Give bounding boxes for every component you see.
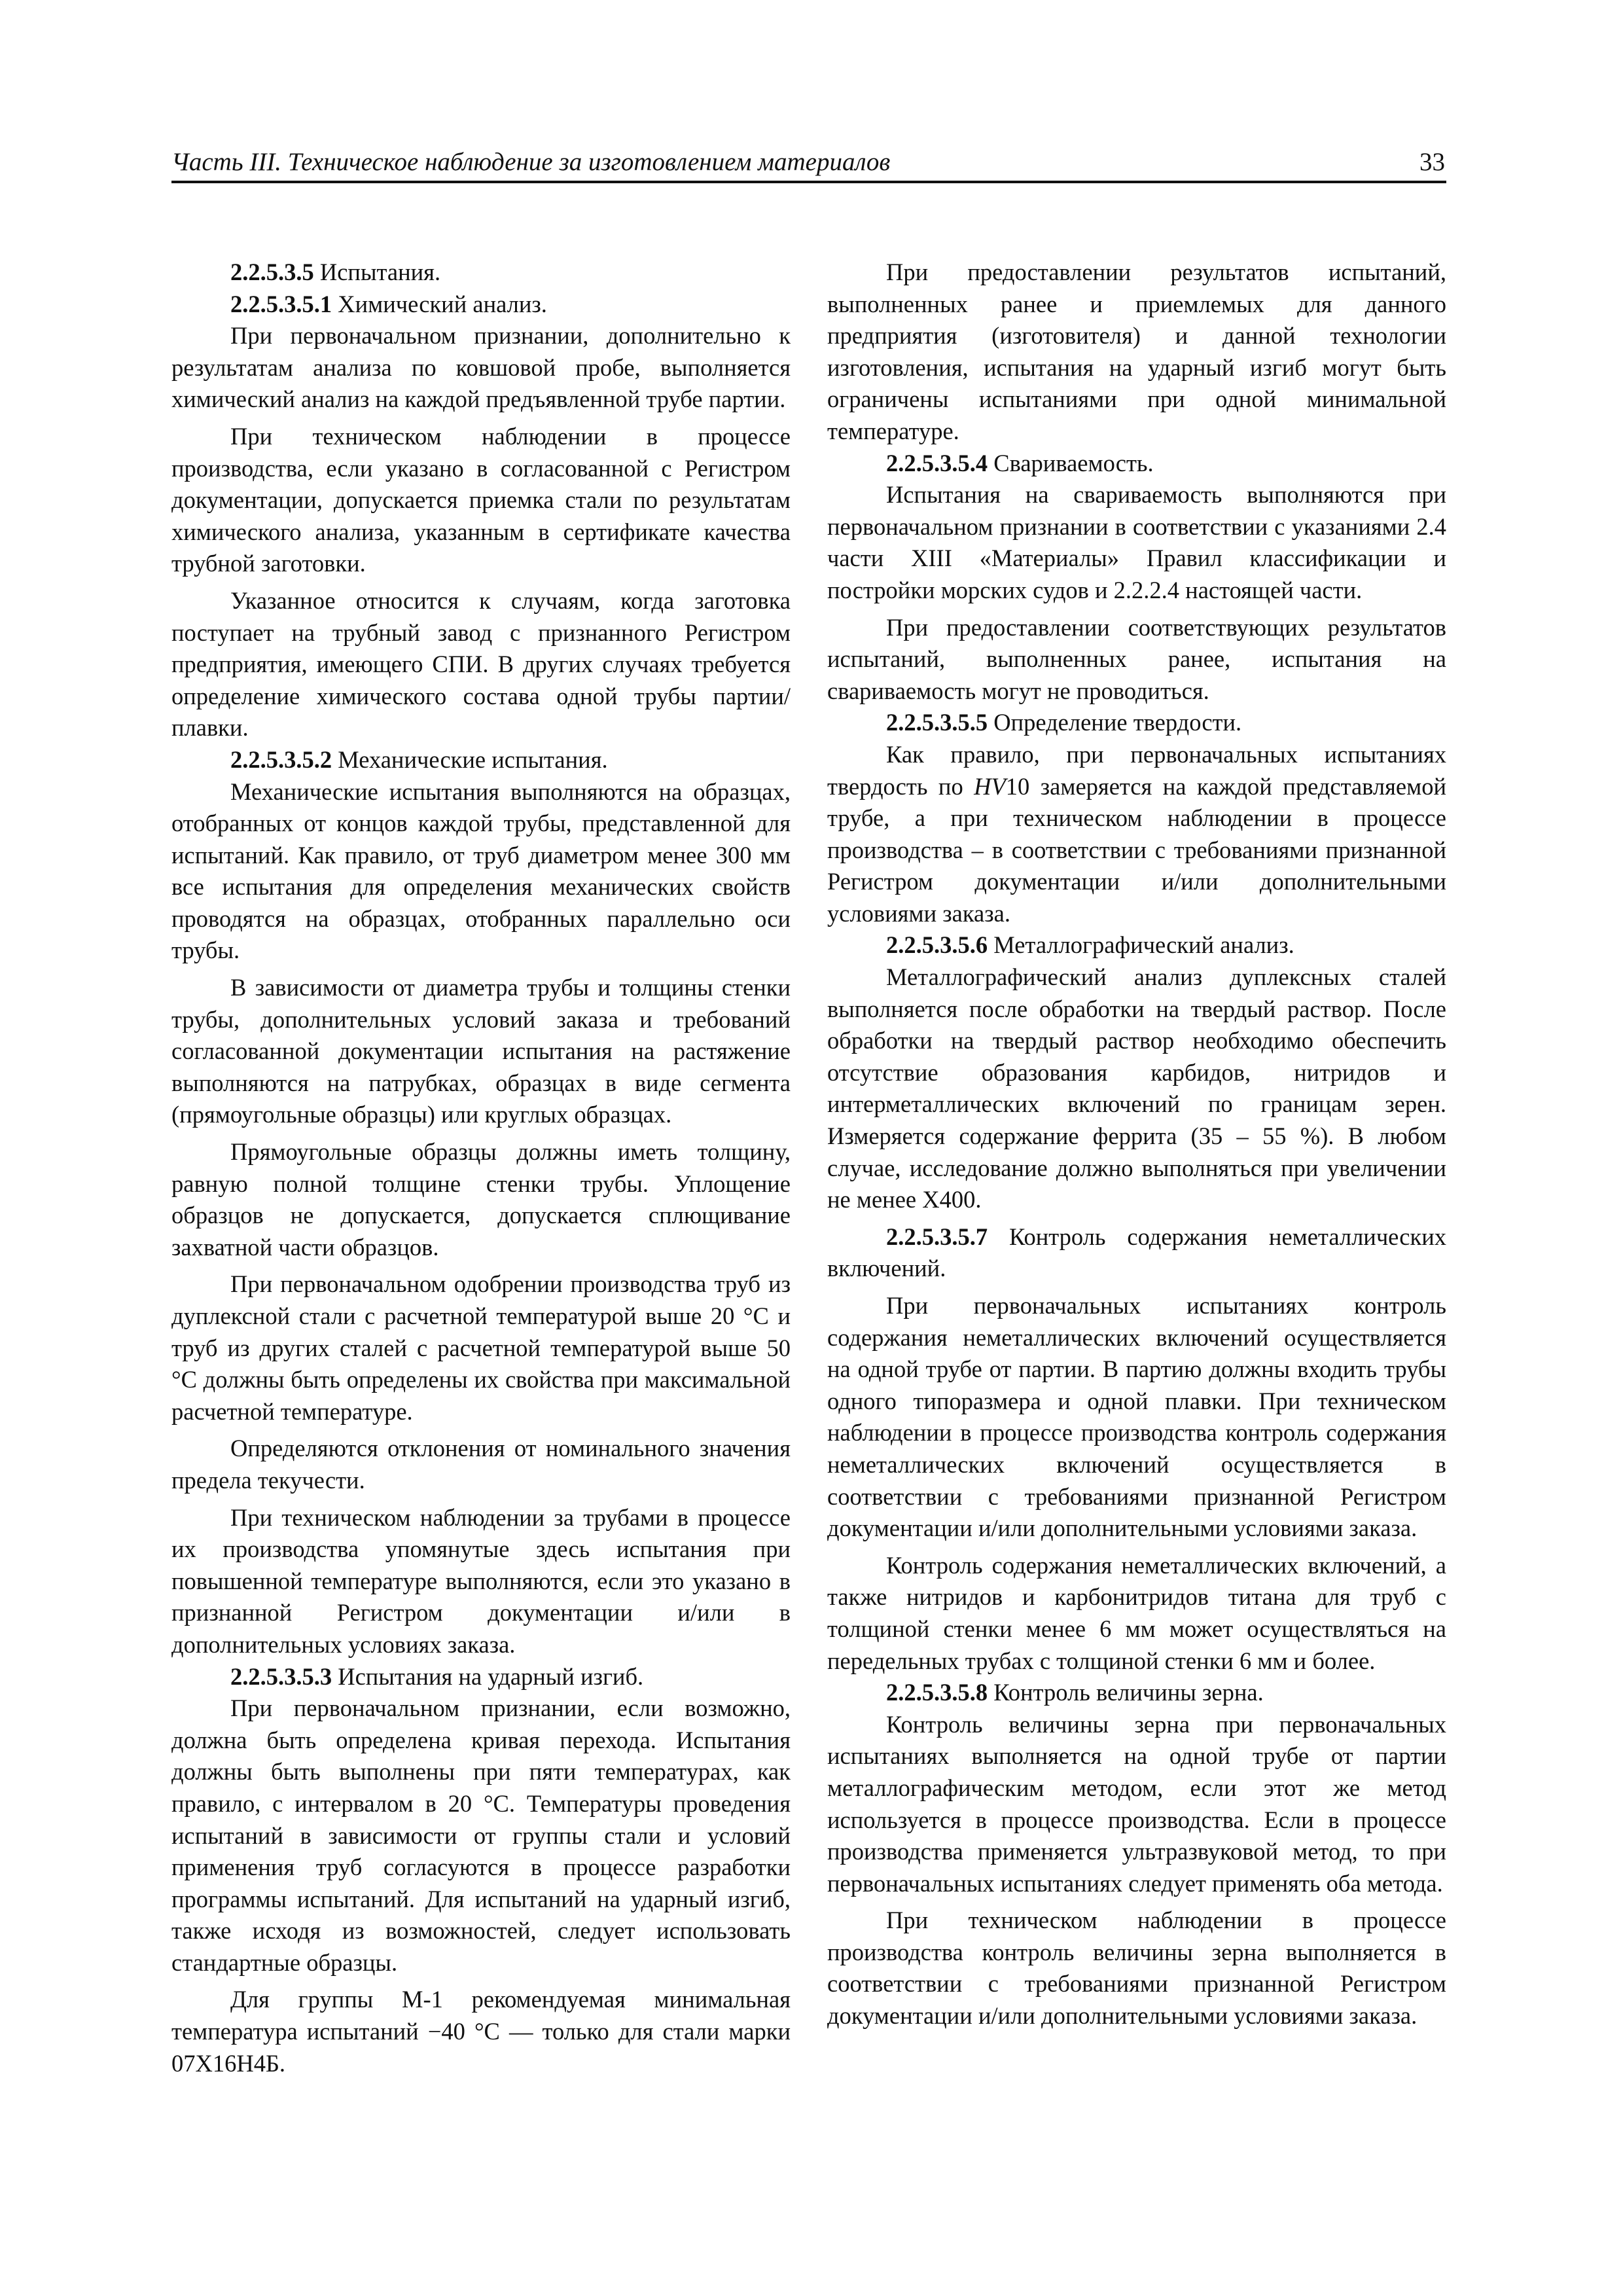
section-heading xyxy=(171,1661,791,1693)
section-number: 2.2.5.3.5.5 xyxy=(886,709,988,736)
paragraph: При первоначальных испытаниях контроль содержания неметаллических включений осуществляется на одной трубе от партии. В партию должны входить трубы одного типоразмера и одной плавки. При техническом наблюдении в процессе производства контроль содержания неметаллических включений осуществляется в соответствии с требованиями признанной Регистром документации и/или дополнительными условиями заказа. xyxy=(827,1292,1446,1542)
section-heading xyxy=(171,744,791,776)
section-title: Контроль величины зерна. xyxy=(988,1679,1264,1706)
paragraph: Контроль содержания неметаллических включений, а также нитридов и карбонитридов титана для труб с толщиной стенки менее 6 мм может осуществляться на передельных трубах с толщиной стенки 6 мм и более. xyxy=(827,1551,1446,1674)
paragraph: При техническом наблюдении в процессе производства, если указано в согласованной с Регистром документации, допускается приемка стали по результатам химического анализа, указанным в сертификате качества трубной заготовки. xyxy=(171,422,791,577)
hardness-scale-symbol: HV xyxy=(974,772,1006,800)
section-number: 2.2.5.3.5.4 xyxy=(886,449,988,476)
paragraph: При первоначальном признании, если возможно, должна быть определена кривая перехода. Испытания должны быть выполнены при пяти температурах, как правило, с интервалом в 20 °C. Температуры проведения испытаний в зависимости от группы стали и условий применения труб согласуются в процессе разработки программы испытаний. Для испытаний на ударный изгиб, также исходя из возможностей, следует использовать стандартные образцы. xyxy=(171,1695,791,1976)
paragraph: При техническом наблюдении в процессе производства контроль величины зерна выполняется в соответствии с требованиями признанной Регистром документации и/или дополнительными условиями заказа. xyxy=(827,1907,1446,2030)
paragraph-rest: 10 замеряется на каждой представляемой трубе, а при техническом наблюдении в процессе производства – в соответствии с требованиями признанной Регистром документации и/или дополнительными условиями заказа. xyxy=(827,772,1446,927)
paragraph: Контроль величины зерна при первоначальных испытаниях выполняется на одной трубе от партии металлографическим методом, если этот же метод используется в процессе производства. Если в процессе производства применяется ультразвуковой метод, то при первоначальных испытаниях следует применять оба метода. xyxy=(827,1710,1446,1897)
section-number: 2.2.5.3.5.1 xyxy=(230,290,332,317)
section-heading xyxy=(827,1677,1446,1709)
section-title: Определение твердости. xyxy=(988,709,1242,736)
right-column xyxy=(827,257,1446,2032)
left-column xyxy=(171,257,791,2079)
paragraph: Указанное относится к случаям, когда заготовка поступает на трубный завод с признанного Регистром предприятия, имеющего СПИ. В других случаях требуется определение химического состава одной трубы партии/плавки. xyxy=(171,586,791,742)
running-header xyxy=(171,143,1446,183)
section-heading xyxy=(827,448,1446,480)
section-number: 2.2.5.3.5.7 xyxy=(886,1223,988,1250)
page-body xyxy=(171,257,1446,2128)
paragraph: Металлографический анализ дуплексных сталей выполняется после обработки на твердый раствор. После обработки на твердый раствор необходимо обеспечить отсутствие образования карбидов, нитридов и интерметаллических включений по границам зерен. Измеряется содержание феррита (35 – 55 %). В любом случае, исследование должно выполняться при увеличении не менее Х400. xyxy=(827,963,1446,1213)
section-title: Контроль содержания неметаллических включений. xyxy=(827,1223,1446,1282)
section-heading xyxy=(827,707,1446,739)
paragraph: При предоставлении результатов испытаний, выполненных ранее и приемлемых для данного предприятия (изготовителя) и данной технологии изготовления, испытания на ударный изгиб могут быть ограничены испытаниями при одной минимальной температуре. xyxy=(827,259,1446,444)
header-title: Часть III. Техническое наблюдение за изготовлением материалов xyxy=(171,148,891,176)
section-number: 2.2.5.3.5 xyxy=(230,259,314,285)
section-number: 2.2.5.3.5.6 xyxy=(886,931,988,959)
section-title: Испытания на ударный изгиб. xyxy=(332,1662,644,1690)
page-number: 33 xyxy=(1419,148,1445,176)
section-heading xyxy=(827,929,1446,961)
section-title: Химический анализ. xyxy=(332,290,547,317)
section-title: Механические испытания. xyxy=(332,745,608,773)
paragraph: При техническом наблюдении за трубами в процессе их производства упомянутые здесь испытания при повышенной температуре выполняются, если это указано в признанной Регистром документации и/или в дополнительных условиях заказа. xyxy=(171,1503,791,1658)
section-title: Свариваемость. xyxy=(988,449,1154,476)
section-number: 2.2.5.3.5.3 xyxy=(230,1662,332,1690)
paragraph: Механические испытания выполняются на образцах, отобранных от концов каждой трубы, представленной для испытаний. Как правило, от труб диаметром менее 300 мм все испытания для определения механических свойств проводятся на образцах, отобранных параллельно оси трубы. xyxy=(171,778,791,964)
section-number: 2.2.5.3.5.8 xyxy=(886,1679,988,1706)
section-heading xyxy=(171,289,791,321)
section-title: Металлографический анализ. xyxy=(988,931,1294,959)
section-number: 2.2.5.3.5.2 xyxy=(230,745,332,773)
section-heading xyxy=(827,1221,1446,1285)
paragraph: В зависимости от диаметра трубы и толщины стенки трубы, дополнительных условий заказа и требований согласованной документации испытания на растяжение выполняются на патрубках, образцах в виде сегмента (прямоугольные образцы) или круглых образцах. xyxy=(171,974,791,1128)
paragraph xyxy=(827,739,1446,930)
paragraph: При первоначальном признании, дополнительно к результатам анализа по ковшовой пробе, выполняется химический анализ на каждой предъявленной трубе партии. xyxy=(171,322,791,413)
paragraph: При первоначальном одобрении производства труб из дуплексной стали с расчетной температурой выше 20 °C и труб из других сталей с расчетной температурой выше 50 °C должны быть определены их свойства при максимальной расчетной температуре. xyxy=(171,1270,791,1425)
section-title: Испытания. xyxy=(313,259,441,285)
section-heading xyxy=(171,257,791,289)
paragraph: Определяются отклонения от номинального значения предела текучести. xyxy=(171,1435,791,1494)
paragraph-lead: Как правило, при первоначальных испытаниях твердость по xyxy=(827,740,1446,800)
paragraph: Испытания на свариваемость выполняются при первоначальном признании в соответствии с указаниями 2.4 части XIII «Материалы» Правил классификации и постройки морских судов и 2.2.2.4 настоящей части. xyxy=(827,481,1446,603)
paragraph: При предоставлении соответствующих результатов испытаний, выполненных ранее, испытания на свариваемость могут не проводиться. xyxy=(827,613,1446,704)
paragraph: Прямоугольные образцы должны иметь толщину, равную полной толщине стенки трубы. Уплощение образцов не допускается, допускается сплющивание захватной части образцов. xyxy=(171,1138,791,1261)
paragraph: Для группы М-1 рекомендуемая минимальная температура испытаний −40 °C — только для стали марки 07Х16Н4Б. xyxy=(171,1986,791,2077)
